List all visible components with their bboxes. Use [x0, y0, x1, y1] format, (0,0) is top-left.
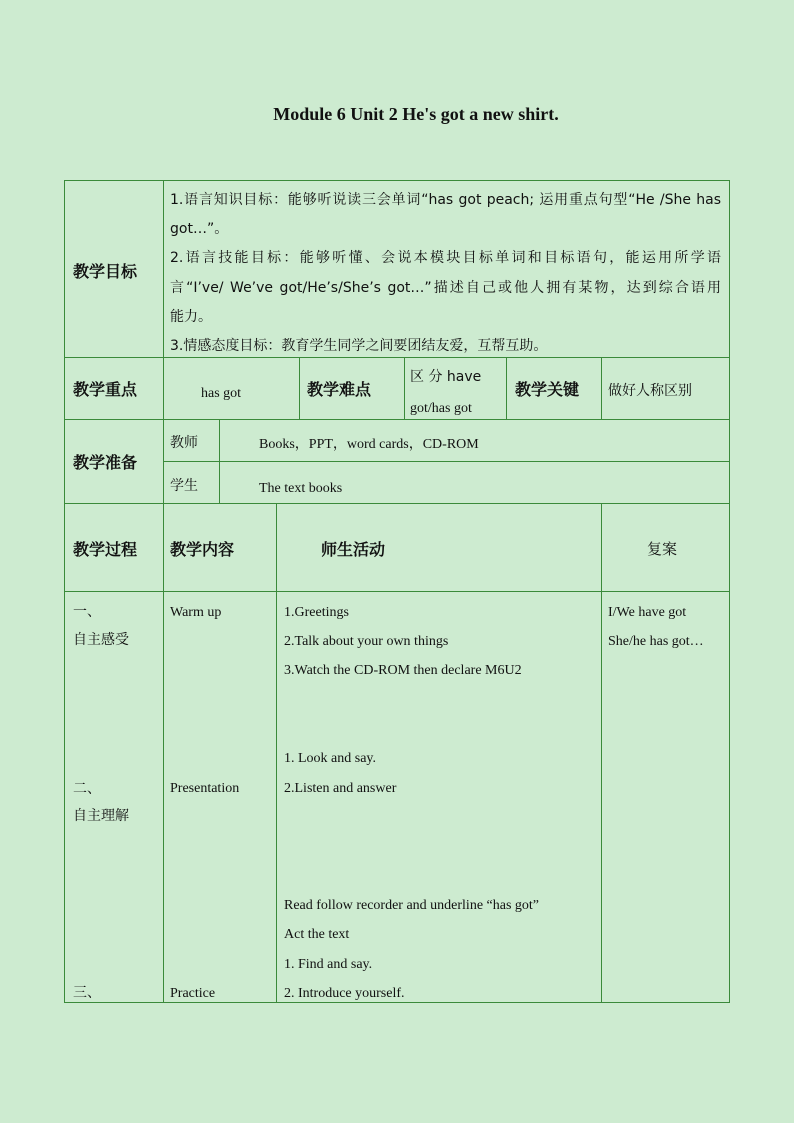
activity-item: 3.Watch the CD-ROM then declare M6U2 [284, 663, 522, 678]
table-rule [163, 180, 164, 1003]
table-rule [299, 357, 300, 419]
activity-item: 1. Find and say. [284, 957, 373, 972]
difficulty-value: 区 分 have [410, 369, 482, 385]
content-item: Practice [170, 986, 216, 1001]
activity-item: 2.Talk about your own things [284, 634, 449, 649]
content-item: Warm up [170, 605, 222, 620]
process-header-content: 教学内容 [170, 540, 235, 559]
table-rule [163, 461, 730, 462]
process-header-notes: 复案 [647, 540, 678, 558]
focus-value: has got [201, 386, 242, 401]
goal-line: 3.情感态度目标：教育学生同学之间要团结友爱，互帮互助。 [170, 338, 548, 354]
stage-name: 自主理解 [73, 808, 129, 824]
table-rule [276, 503, 277, 1003]
activity-item: 2.Listen and answer [284, 781, 397, 796]
goal-line: 言“I’ve/ We’ve got/He’s/She’s got…”描述自己或他人拥有某物，达到综合语用 [170, 280, 721, 296]
prep-student-label: 学生 [170, 478, 198, 494]
process-header-stage: 教学过程 [73, 540, 138, 559]
goals-label: 教学目标 [73, 262, 138, 281]
key-label: 教学关键 [515, 380, 580, 399]
table-rule [64, 180, 65, 1003]
note-item: She/he has got… [608, 634, 704, 649]
focus-label: 教学重点 [73, 380, 138, 399]
activity-item: 1.Greetings [284, 605, 349, 620]
table-rule [506, 357, 507, 419]
goal-line: 2.语言技能目标：能够听懂、会说本模块目标单词和目标语句，能运用所学语 [170, 250, 721, 266]
page-title: Module 6 Unit 2 He's got a new shirt. [273, 104, 559, 124]
difficulty-label: 教学难点 [307, 380, 372, 399]
goal-line: 1.语言知识目标：能够听说读三会单词“has got peach; 运用重点句型“He /She has [170, 192, 721, 208]
stage-number: 三、 [73, 985, 101, 1001]
stage-name: 自主感受 [73, 632, 129, 648]
lesson-plan-table [64, 180, 730, 1003]
key-value: 做好人称区别 [608, 383, 692, 399]
activity-item: 2. Introduce yourself. [284, 986, 405, 1001]
table-rule [219, 419, 220, 503]
activity-item: Read follow recorder and underline “has got” [284, 898, 540, 913]
goal-line: got…”。 [170, 221, 229, 237]
activity-item: 1. Look and say. [284, 751, 377, 766]
prep-teacher-value: Books，PPT，word cards，CD-ROM [259, 437, 479, 452]
content-item: Presentation [170, 781, 240, 796]
note-item: I/We have got [608, 605, 687, 620]
prep-student-value: The text books [259, 481, 343, 496]
process-header-activity: 师生活动 [321, 540, 386, 559]
prep-label: 教学准备 [73, 453, 138, 472]
table-rule [729, 180, 730, 1003]
difficulty-value: got/has got [410, 401, 472, 416]
table-rule [404, 357, 405, 419]
table-rule [601, 503, 602, 1003]
prep-teacher-label: 教师 [170, 435, 198, 451]
table-rule [601, 357, 602, 419]
stage-number: 二、 [73, 781, 101, 797]
goal-line: 能力。 [170, 309, 212, 325]
stage-number: 一、 [73, 604, 101, 620]
activity-item: Act the text [284, 927, 350, 942]
